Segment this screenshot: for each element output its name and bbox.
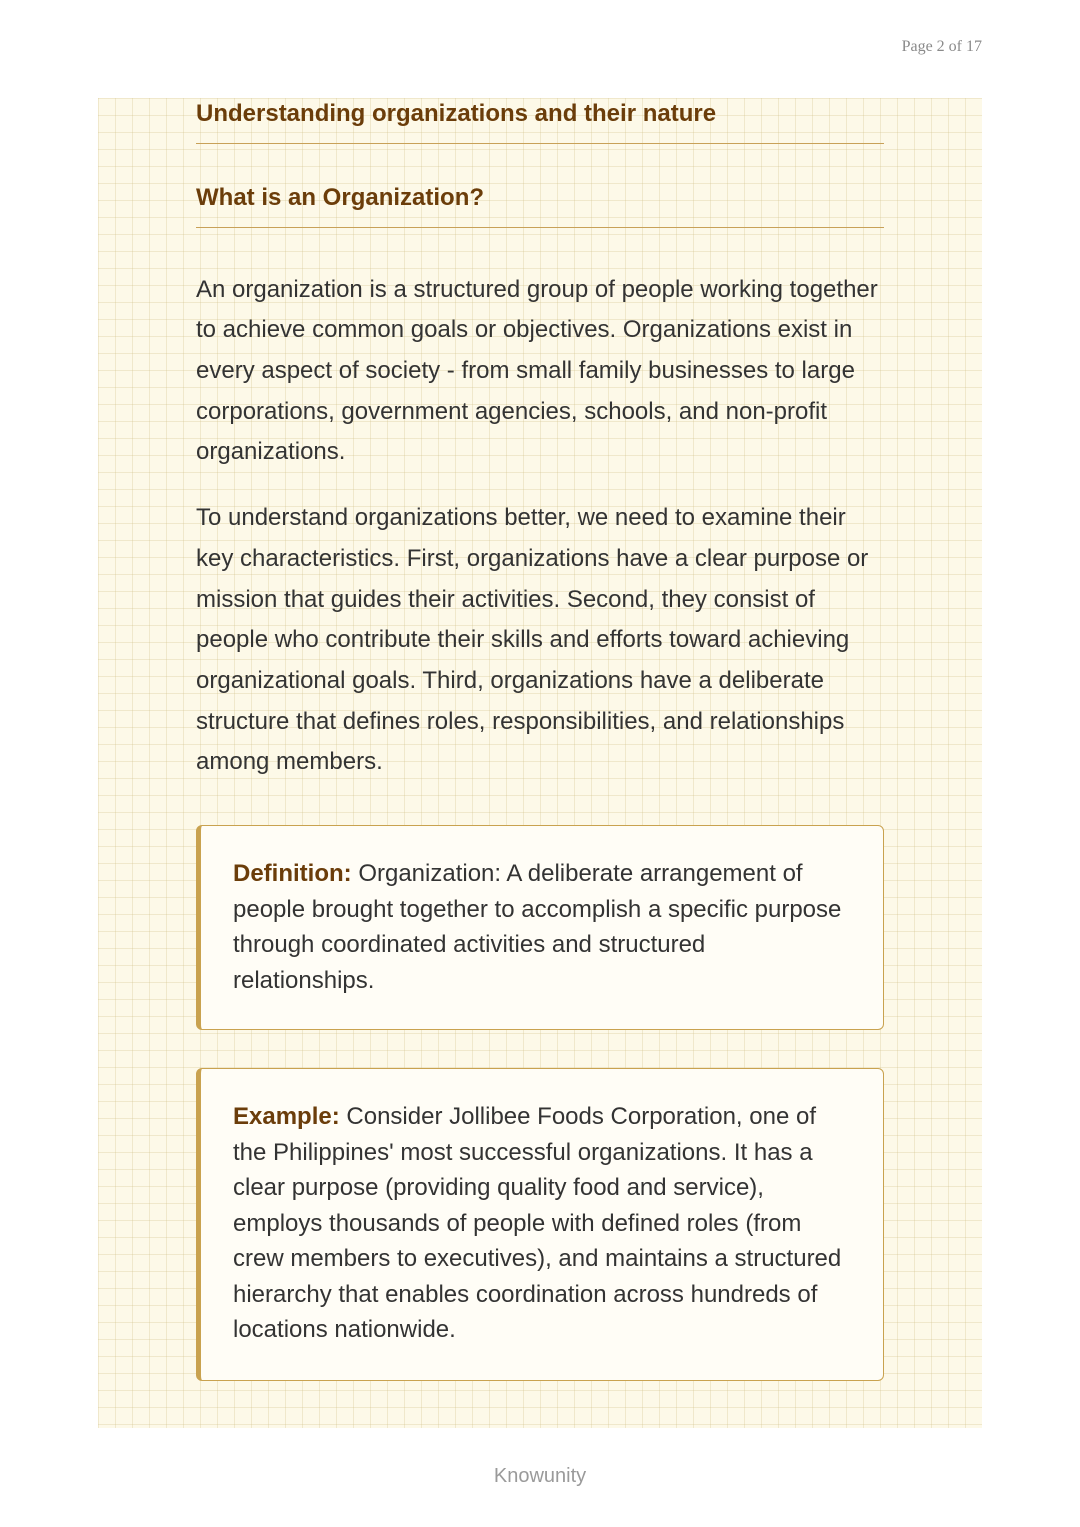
section-heading: What is an Organization? xyxy=(196,184,884,228)
example-label: Example: xyxy=(233,1103,347,1131)
body-paragraph: An organization is a structured group of people working together to achieve common goals or objectives. Organizations exist in every aspect of society - from small family businesses to large corporations, government agencies, schools, and non-profit organizations. xyxy=(196,275,878,466)
example-callout xyxy=(196,1068,884,1381)
definition-callout xyxy=(196,825,884,1030)
definition-label: Definition: xyxy=(233,860,359,888)
definition-text: Organization: A deliberate arrangement of people brought together to accomplish a specific purpose through coordinated activities and structured relationships. xyxy=(233,860,842,994)
document-content xyxy=(196,98,884,1381)
document-title: Understanding organizations and their nature xyxy=(196,98,884,144)
body-paragraph: To understand organizations better, we need to examine their key characteristics. First, organizations have a clear purpose or mission that guides their activities. Second, they consist of people who contribute their skills and efforts toward achieving organizational goals. Third, organizations have a deliberate structure that defines roles, responsibilities, and relationships among members. xyxy=(196,504,869,776)
footer-brand: Knowunity xyxy=(493,1465,587,1487)
page-number: Page 2 of 17 xyxy=(901,38,982,55)
example-text: Consider Jollibee Foods Corporation, one of the Philippines' most successful organizations. It has a clear purpose (providing quality food and service), employs thousands of people with defined roles (from crew members to executives), and maintains a structured hierarchy that enables coordination across hundreds of locations nationwide. xyxy=(233,1103,842,1344)
